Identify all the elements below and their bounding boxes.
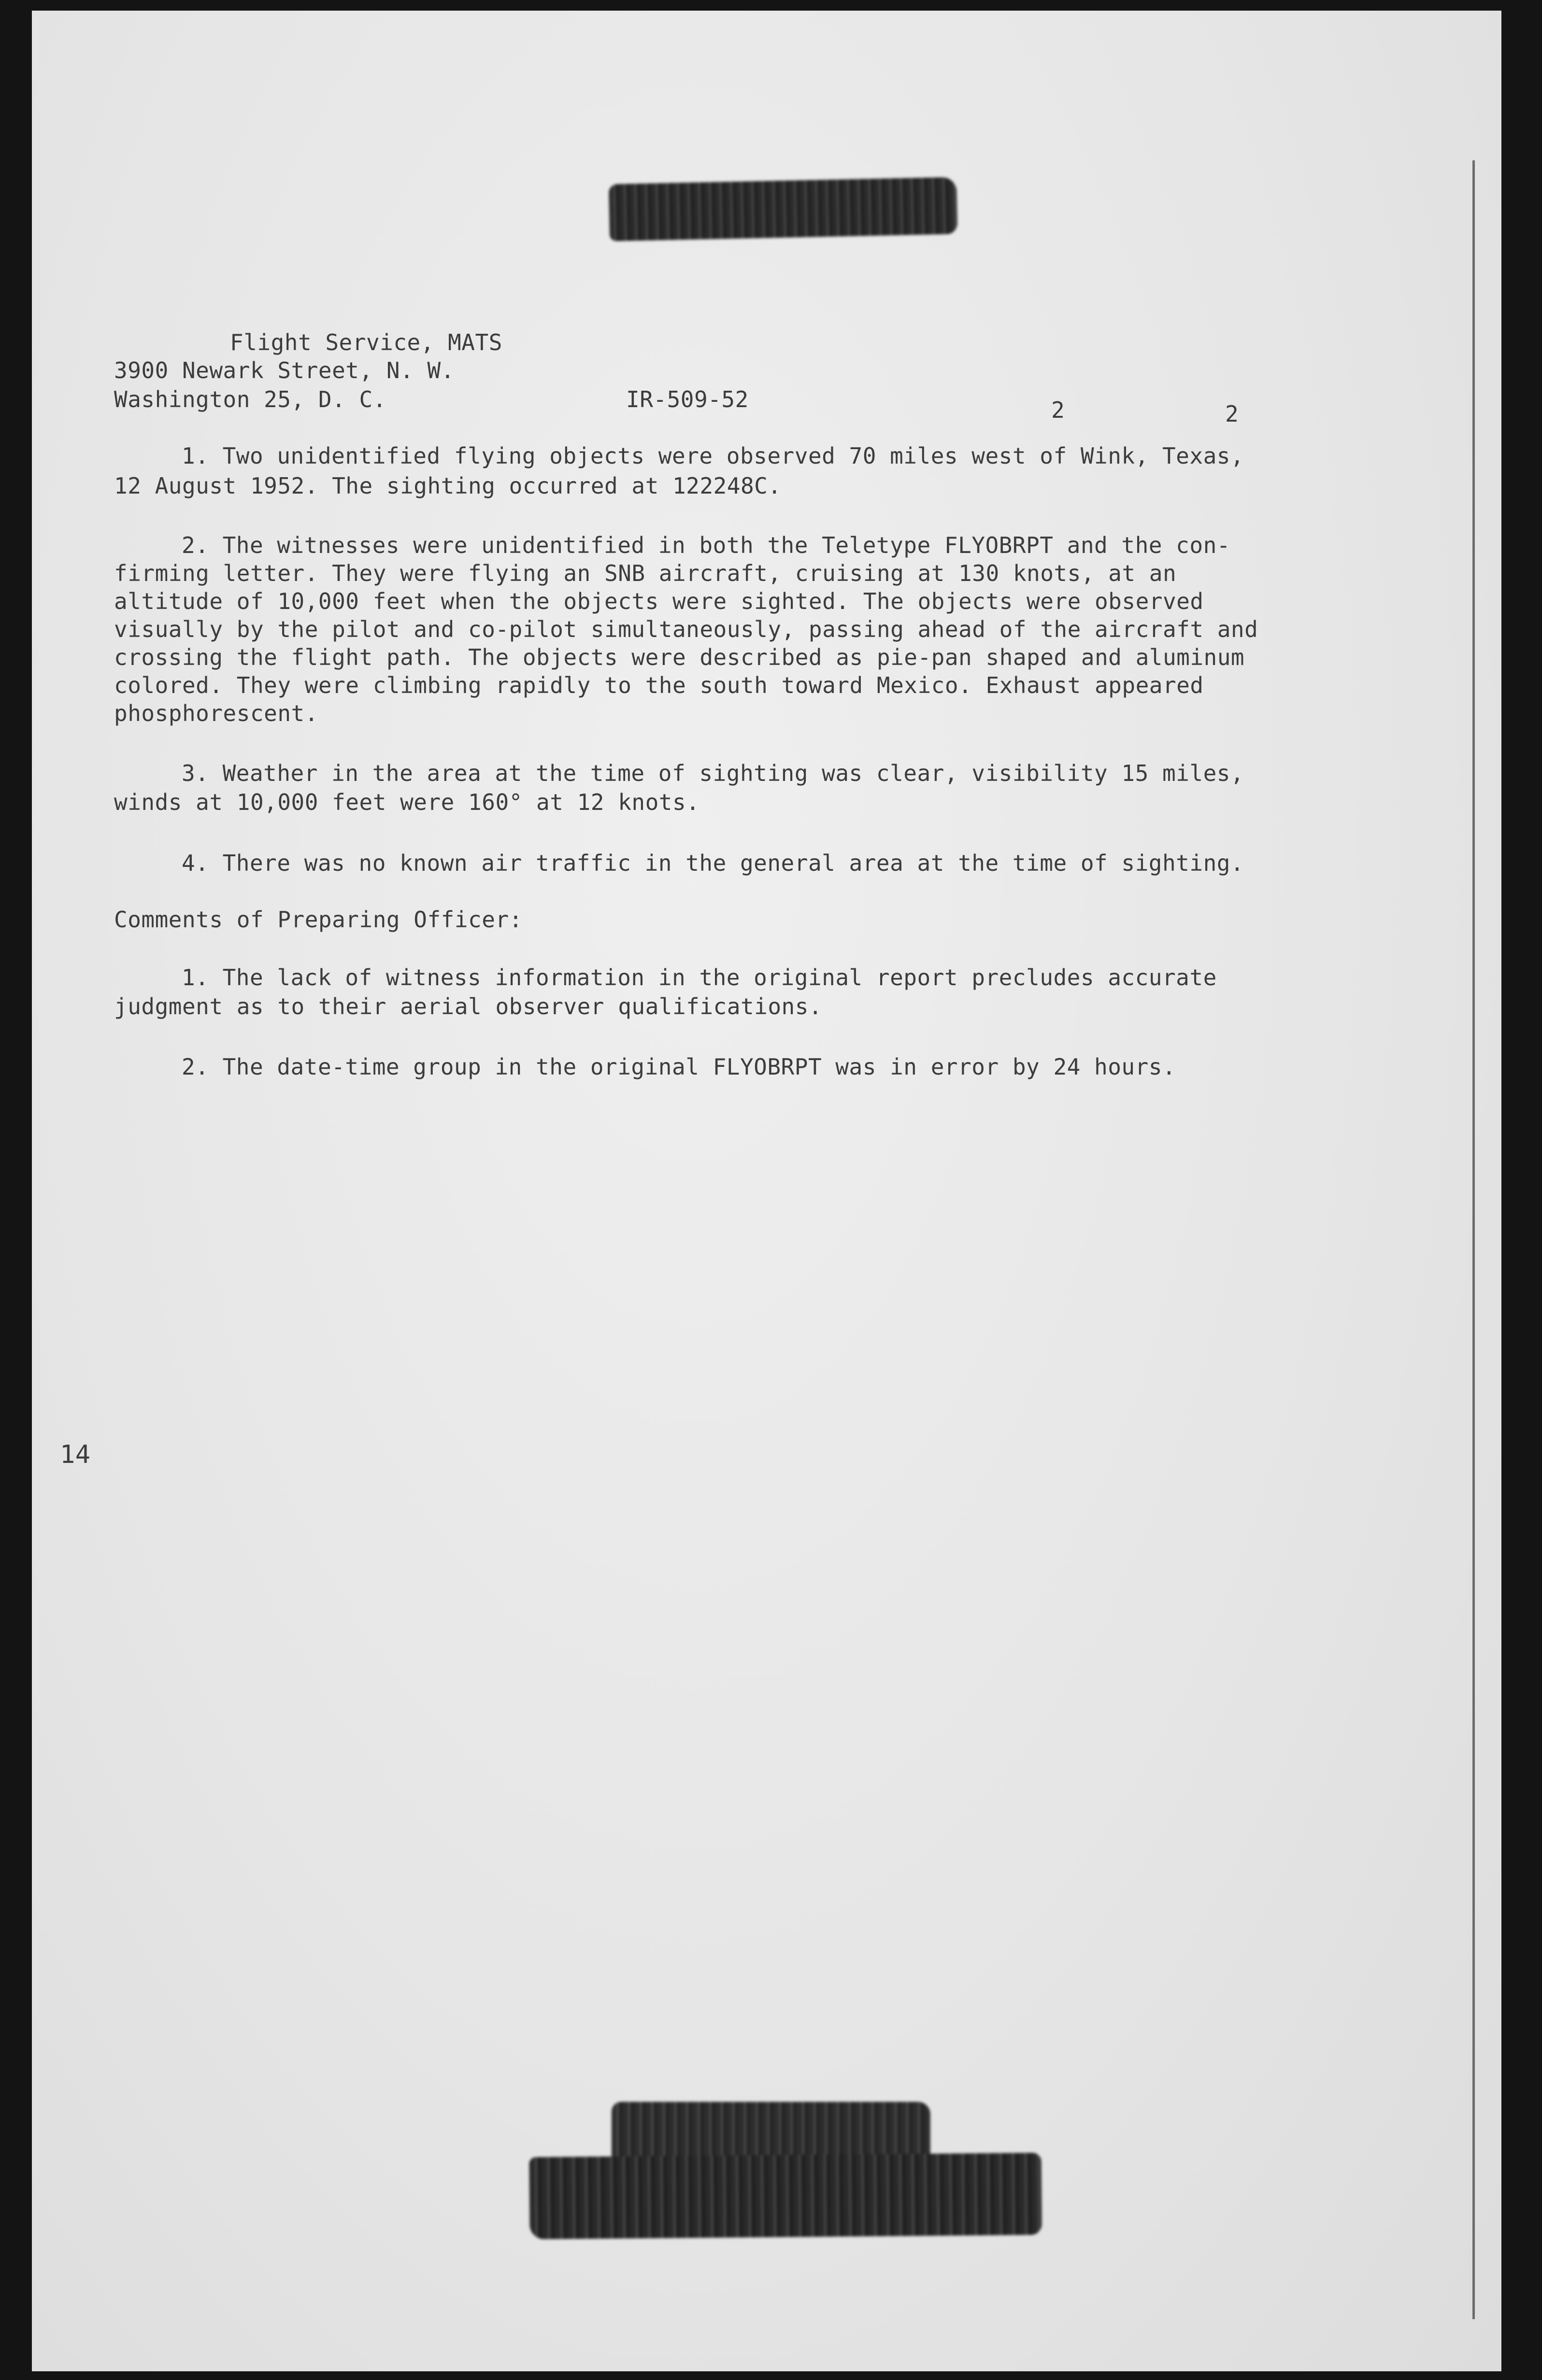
- paragraph-line: judgment as to their aerial observer qualifications.: [114, 993, 823, 1020]
- paragraph-line: 2. The witnesses were unidentified in both the Teletype FLYOBRPT and the con-: [182, 532, 1230, 558]
- paragraph-line: 1. The lack of witness information in the original report precludes accurate: [182, 964, 1217, 991]
- report-number: IR-509-52: [626, 386, 749, 412]
- paragraph-line: phosphorescent.: [114, 700, 318, 726]
- paragraph-line: winds at 10,000 feet were 160° at 12 knots.: [114, 789, 700, 815]
- paragraph-line: visually by the pilot and co-pilot simultaneously, passing ahead of the aircraft and: [114, 616, 1258, 642]
- paragraph-line: 12 August 1952. The sighting occurred at 122248C.: [114, 473, 782, 499]
- paragraph-line: firming letter. They were flying an SNB aircraft, cruising at 130 knots, at an: [114, 560, 1177, 586]
- letterhead-line: Washington 25, D. C.: [114, 386, 386, 412]
- paragraph-line: 4. There was no known air traffic in the general area at the time of sighting.: [182, 850, 1244, 876]
- document-page: [32, 11, 1501, 2371]
- comments-heading: Comments of Preparing Officer:: [114, 907, 523, 933]
- paragraph-line: 3. Weather in the area at the time of sighting was clear, visibility 15 miles,: [182, 760, 1244, 786]
- page-edge-line: [1472, 160, 1475, 2319]
- paragraph-line: colored. They were climbing rapidly to the south toward Mexico. Exhaust appeared: [114, 672, 1204, 698]
- margin-mark: 14: [60, 1440, 91, 1469]
- letterhead-line: 3900 Newark Street, N. W.: [114, 357, 455, 383]
- letterhead-line: Flight Service, MATS: [230, 329, 502, 355]
- paragraph-line: 2. The date-time group in the original FLYOBRPT was in error by 24 hours.: [182, 1054, 1176, 1080]
- redaction-top: [609, 177, 957, 241]
- paragraph-line: 1. Two unidentified flying objects were observed 70 miles west of Wink, Texas,: [182, 443, 1244, 469]
- page-number: 2: [1051, 397, 1065, 423]
- paragraph-line: crossing the flight path. The objects were described as pie-pan shaped and aluminum: [114, 644, 1245, 670]
- paragraph-line: altitude of 10,000 feet when the objects were sighted. The objects were observed: [114, 588, 1204, 614]
- redaction-bottom-lower: [529, 2153, 1042, 2239]
- page-number: 2: [1225, 401, 1239, 427]
